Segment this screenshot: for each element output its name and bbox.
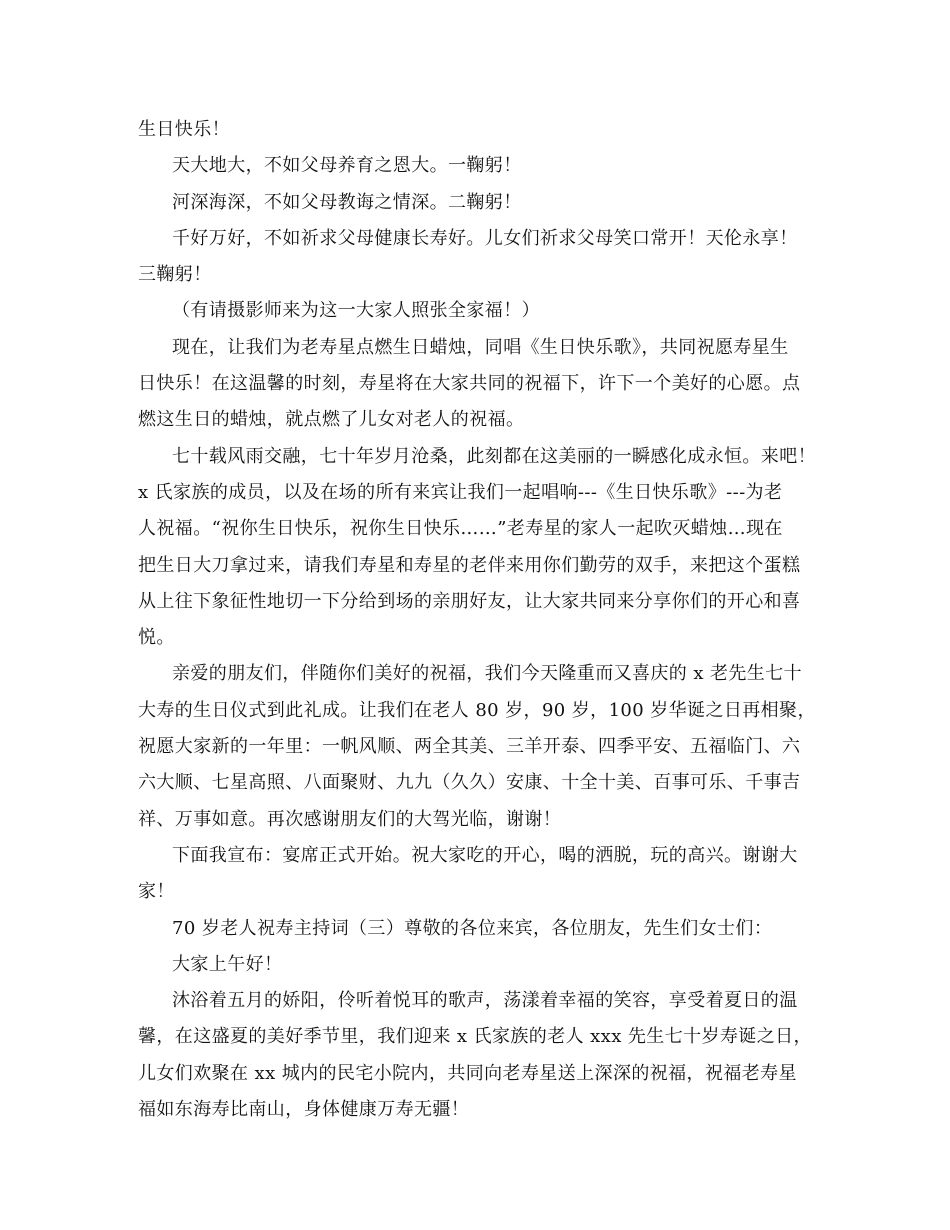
text-line: 亲爱的朋友们，伴随你们美好的祝福，我们今天隆重而又喜庆的 x 老先生七十 xyxy=(172,663,802,685)
text-line: 燃这生日的蜡烛，就点燃了儿女对老人的祝福。 xyxy=(138,409,525,431)
text-line: 河深海深，不如父母教诲之情深。二鞠躬！ xyxy=(172,191,522,213)
text-line: 祝愿大家新的一年里：一帆风顺、两全其美、三羊开泰、四季平安、五福临门、六 xyxy=(138,736,801,758)
text-line: 家！ xyxy=(138,881,175,903)
text-line: 馨，在这盛夏的美好季节里，我们迎来 x 氏家族的老人 xxx 先生七十岁寿诞之日， xyxy=(138,1026,812,1048)
text-line: 六大顺、七星高照、八面聚财、九九（久久）安康、十全十美、百事可乐、千事吉 xyxy=(138,772,801,794)
text-line: 儿女们欢聚在 xx 城内的民宅小院内，共同向老寿星送上深深的祝福，祝福老寿星 xyxy=(138,1062,797,1084)
text-line: 祥、万事如意。再次感谢朋友们的大驾光临，谢谢！ xyxy=(138,808,562,830)
text-line: 把生日大刀拿过来，请我们寿星和寿星的老伴来用你们勤劳的双手，来把这个蛋糕 xyxy=(138,554,801,576)
text-line: 下面我宣布：宴席正式开始。祝大家吃的开心，喝的洒脱，玩的高兴。谢谢大 xyxy=(172,844,798,866)
text-line: 沐浴着五月的娇阳，伶听着悦耳的歌声，荡漾着幸福的笑容，享受着夏日的温 xyxy=(172,990,798,1012)
text-line: 生日快乐！ xyxy=(138,119,230,140)
text-line: 三鞠躬！ xyxy=(138,264,212,286)
text-line: 千好万好，不如祈求父母健康长寿好。儿女们祈求父母笑口常开！天伦永享！ xyxy=(172,227,798,249)
text-line: 大寿的生日仪式到此礼成。让我们在老人 80 岁，90 岁，100 岁华诞之日再相聚， xyxy=(138,699,816,721)
text-line: 日快乐！在这温馨的时刻，寿星将在大家共同的祝福下，许下一个美好的心愿。点 xyxy=(138,373,801,395)
document-body xyxy=(138,112,818,1128)
text-line: （有请摄影师来为这一大家人照张全家福！） xyxy=(172,300,540,322)
text-line: 现在，让我们为老寿星点燃生日蜡烛，同唱《生日快乐歌》，共同祝愿寿星生 xyxy=(172,336,789,358)
text-line: 天大地大，不如父母养育之恩大。一鞠躬！ xyxy=(172,155,522,177)
text-line: 悦。 xyxy=(138,627,175,649)
text-line: 大家上午好！ xyxy=(172,953,283,975)
text-line: 70 岁老人祝寿主持词（三）尊敬的各位来宾，各位朋友，先生们女士们： xyxy=(172,917,773,939)
text-line: 人祝福。“祝你生日快乐，祝你生日快乐……”老寿星的家人一起吹灭蜡烛…现在 xyxy=(138,518,783,540)
text-line: 福如东海寿比南山，身体健康万寿无疆！ xyxy=(138,1099,470,1121)
text-line: x 氏家族的成员，以及在场的所有来宾让我们一起唱响---《生日快乐歌》---为老 xyxy=(138,481,783,503)
text-line: 七十载风雨交融，七十年岁月沧桑，此刻都在这美丽的一瞬感化成永恒。来吧！ xyxy=(172,445,816,467)
text-line: 从上往下象征性地切一下分给到场的亲朋好友，让大家共同来分享你们的开心和喜 xyxy=(138,590,801,612)
